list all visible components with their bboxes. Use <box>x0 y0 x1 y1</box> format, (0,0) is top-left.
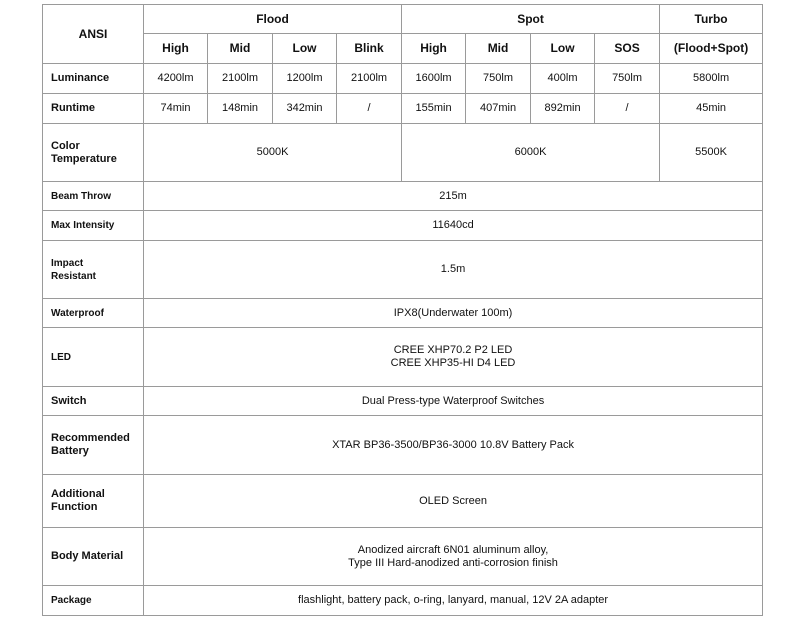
runtime-spot-low: 892min <box>531 94 595 124</box>
turbo-subheader: (Flood+Spot) <box>660 34 763 64</box>
color-temperature-label <box>43 124 144 182</box>
header-row-modes <box>43 34 763 64</box>
header-row-groups <box>43 5 763 34</box>
impact-resistant-label-line2: Resistant <box>51 270 97 282</box>
beam-throw-label: Beam Throw <box>43 182 144 211</box>
color-temperature-turbo: 5500K <box>660 124 763 182</box>
switch-label: Switch <box>43 387 144 416</box>
recommended-battery-row <box>43 416 763 475</box>
color-temperature-label-line2: Temperature <box>51 152 117 165</box>
additional-function-value: OLED Screen <box>144 475 763 528</box>
additional-function-label <box>43 475 144 528</box>
impact-resistant-value: 1.5m <box>144 241 763 299</box>
luminance-turbo: 5800lm <box>660 64 763 94</box>
runtime-flood-mid: 148min <box>208 94 273 124</box>
color-temperature-row <box>43 124 763 182</box>
luminance-flood-blink: 2100lm <box>337 64 402 94</box>
max-intensity-value: 11640cd <box>144 211 763 241</box>
flood-header: Flood <box>144 5 402 34</box>
body-material-value <box>144 528 763 586</box>
switch-row <box>43 387 763 416</box>
led-value <box>144 328 763 387</box>
led-value-line2: CREE XHP35-HI D4 LED <box>390 357 516 369</box>
body-material-value-line2: Type III Hard-anodized anti-corrosion finish <box>348 556 558 569</box>
spec-table <box>42 4 763 616</box>
recommended-battery-label-line1: Recommended <box>51 432 130 444</box>
body-material-label: Body Material <box>43 528 144 586</box>
package-row <box>43 586 763 616</box>
additional-function-label-line1: Additional <box>51 488 105 500</box>
luminance-spot-high: 1600lm <box>402 64 466 94</box>
led-value-line1: CREE XHP70.2 P2 LED <box>393 344 513 356</box>
body-material-row <box>43 528 763 586</box>
spot-header: Spot <box>402 5 660 34</box>
body-material-value-line1: Anodized aircraft 6N01 aluminum alloy, <box>357 543 549 556</box>
recommended-battery-label-line2: Battery <box>51 445 89 457</box>
turbo-header: Turbo <box>660 5 763 34</box>
luminance-flood-high: 4200lm <box>144 64 208 94</box>
runtime-flood-high: 74min <box>144 94 208 124</box>
recommended-battery-label <box>43 416 144 475</box>
luminance-spot-sos: 750lm <box>595 64 660 94</box>
runtime-label: Runtime <box>43 94 144 124</box>
additional-function-row <box>43 475 763 528</box>
impact-resistant-label <box>43 241 144 299</box>
impact-resistant-row <box>43 241 763 299</box>
waterproof-label: Waterproof <box>43 299 144 328</box>
runtime-row <box>43 94 763 124</box>
runtime-spot-high: 155min <box>402 94 466 124</box>
max-intensity-row <box>43 211 763 241</box>
flood-mode-low: Low <box>273 34 337 64</box>
flood-mode-high: High <box>144 34 208 64</box>
runtime-spot-mid: 407min <box>466 94 531 124</box>
flood-mode-mid: Mid <box>208 34 273 64</box>
spot-mode-sos: SOS <box>595 34 660 64</box>
color-temperature-flood: 5000K <box>144 124 402 182</box>
luminance-flood-low: 1200lm <box>273 64 337 94</box>
waterproof-value: IPX8(Underwater 100m) <box>144 299 763 328</box>
waterproof-row <box>43 299 763 328</box>
runtime-spot-sos: / <box>595 94 660 124</box>
spot-mode-mid: Mid <box>466 34 531 64</box>
luminance-spot-low: 400lm <box>531 64 595 94</box>
beam-throw-value: 215m <box>144 182 763 211</box>
led-label: LED <box>43 328 144 387</box>
ansi-header: ANSI <box>43 5 144 64</box>
max-intensity-label: Max Intensity <box>43 211 144 241</box>
luminance-flood-mid: 2100lm <box>208 64 273 94</box>
runtime-turbo: 45min <box>660 94 763 124</box>
color-temperature-label-line1: Color <box>51 139 80 152</box>
luminance-label: Luminance <box>43 64 144 94</box>
color-temperature-spot: 6000K <box>402 124 660 182</box>
switch-value: Dual Press-type Waterproof Switches <box>144 387 763 416</box>
package-label: Package <box>43 586 144 616</box>
runtime-flood-blink: / <box>337 94 402 124</box>
recommended-battery-value: XTAR BP36-3500/BP36-3000 10.8V Battery Pack <box>144 416 763 475</box>
spot-mode-low: Low <box>531 34 595 64</box>
luminance-row <box>43 64 763 94</box>
led-row <box>43 328 763 387</box>
flood-mode-blink: Blink <box>337 34 402 64</box>
impact-resistant-label-line1: Impact <box>51 257 84 269</box>
runtime-flood-low: 342min <box>273 94 337 124</box>
spot-mode-high: High <box>402 34 466 64</box>
additional-function-label-line2: Function <box>51 501 98 513</box>
package-value: flashlight, battery pack, o-ring, lanyard, manual, 12V 2A adapter <box>144 586 763 616</box>
beam-throw-row <box>43 182 763 211</box>
luminance-spot-mid: 750lm <box>466 64 531 94</box>
